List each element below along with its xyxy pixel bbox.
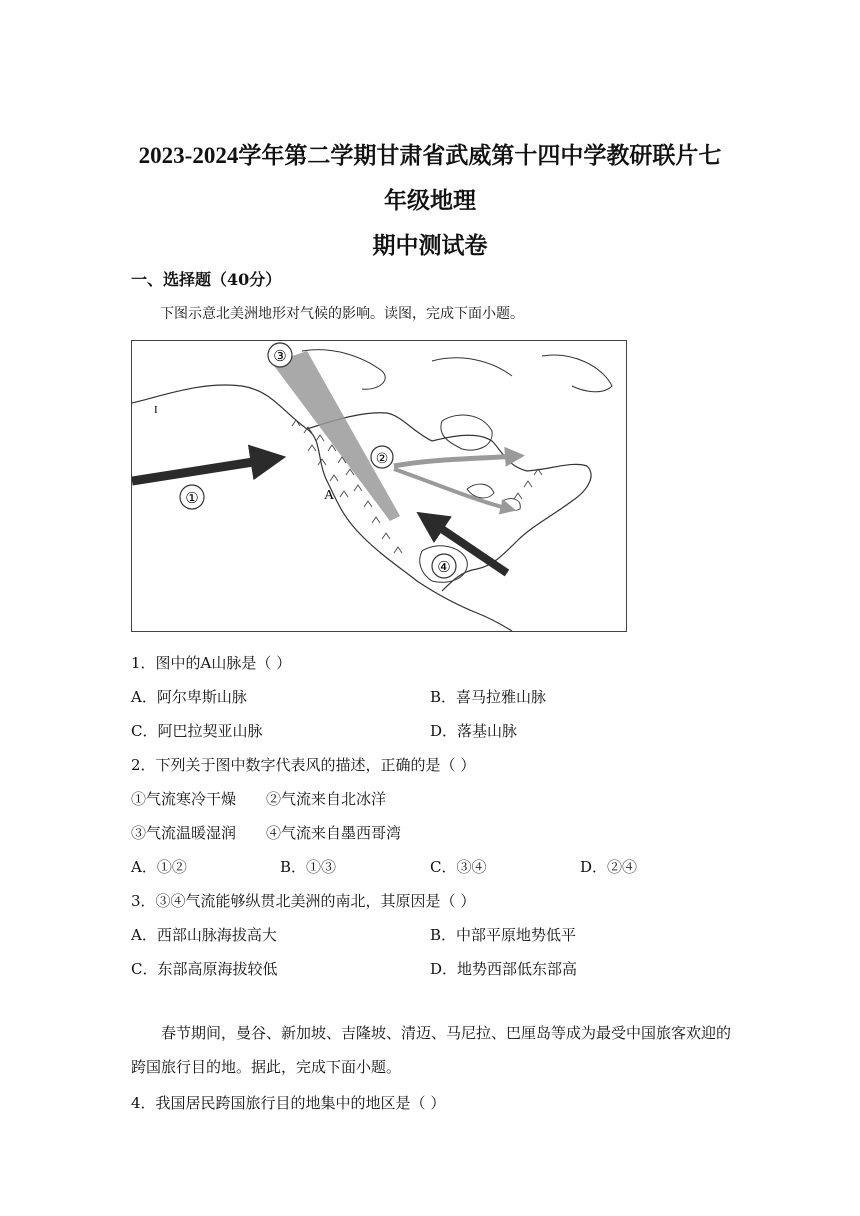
passage-2: 春节期间，曼谷、新加坡、吉隆坡、清迈、马尼拉、巴厘岛等成为最受中国旅客欢迎的跨国旅行目的地。据此，完成下面小题。 [131, 1024, 732, 1076]
question-4-stem: 4．我国居民跨国旅行目的地集中的地区是（ ） [131, 1094, 446, 1112]
arctic-islands [302, 350, 612, 392]
wind-arrow-2a [394, 456, 517, 466]
q3-option-a: A．西部山脉海拔高大 [131, 926, 277, 944]
q1-option-a: A．阿尔卑斯山脉 [131, 688, 247, 706]
q2-statement-2: ②气流来自北冰洋 [266, 790, 387, 808]
question-3-stem: 3．③④气流能够纵贯北美洲的南北，其原因是（ ） [131, 892, 476, 910]
continent-outline [132, 385, 591, 631]
exam-title-line2: 年级地理 [384, 188, 476, 213]
q2-option-a: A．①② [131, 858, 187, 876]
wind-arrow-3 [272, 351, 400, 521]
q3-option-d: D．地势西部低东部高 [430, 960, 578, 978]
q2-option-d: D．②④ [580, 858, 638, 876]
q1-option-b: B．喜马拉雅山脉 [430, 688, 547, 706]
label-3: ③ [273, 347, 287, 365]
question-2-stem: 2．下列关于图中数字代表风的描述，正确的是（ ） [131, 756, 476, 774]
map-figure [132, 341, 626, 631]
label-1: ① [185, 489, 199, 507]
label-2: ② [375, 451, 389, 467]
q2-statement-4: ④气流来自墨西哥湾 [266, 824, 402, 842]
wind-arrow-2b [394, 469, 510, 509]
q2-option-b: B．①③ [280, 858, 337, 876]
q2-option-c: C．③④ [430, 858, 487, 876]
label-a: A [324, 488, 335, 503]
label-i: I [154, 404, 158, 416]
q3-option-c: C．东部高原海拔较低 [131, 960, 278, 978]
exam-subtitle: 期中测试卷 [372, 233, 488, 258]
q1-option-c: C．阿巴拉契亚山脉 [131, 722, 263, 740]
q2-statement-1: ①气流寒冷干燥 [131, 790, 237, 808]
hudson-bay [441, 415, 492, 450]
question-1-stem: 1．图中的A山脉是（ ） [131, 654, 292, 672]
q1-option-d: D．落基山脉 [430, 722, 518, 740]
label-4: ④ [437, 558, 451, 576]
north-america-map [131, 340, 627, 632]
q2-statement-3: ③气流温暖湿润 [131, 824, 237, 842]
section-intro: 下图示意北美洲地形对气候的影响。读图，完成下面小题。 [160, 306, 524, 322]
wind-arrow-1 [132, 459, 272, 481]
section-heading: 一、选择题（40分） [131, 270, 282, 289]
q3-option-b: B．中部平原地势低平 [430, 926, 577, 944]
exam-title-line1: 2023-2024学年第二学期甘肃省武威第十四中学教研联片七 [138, 143, 722, 168]
